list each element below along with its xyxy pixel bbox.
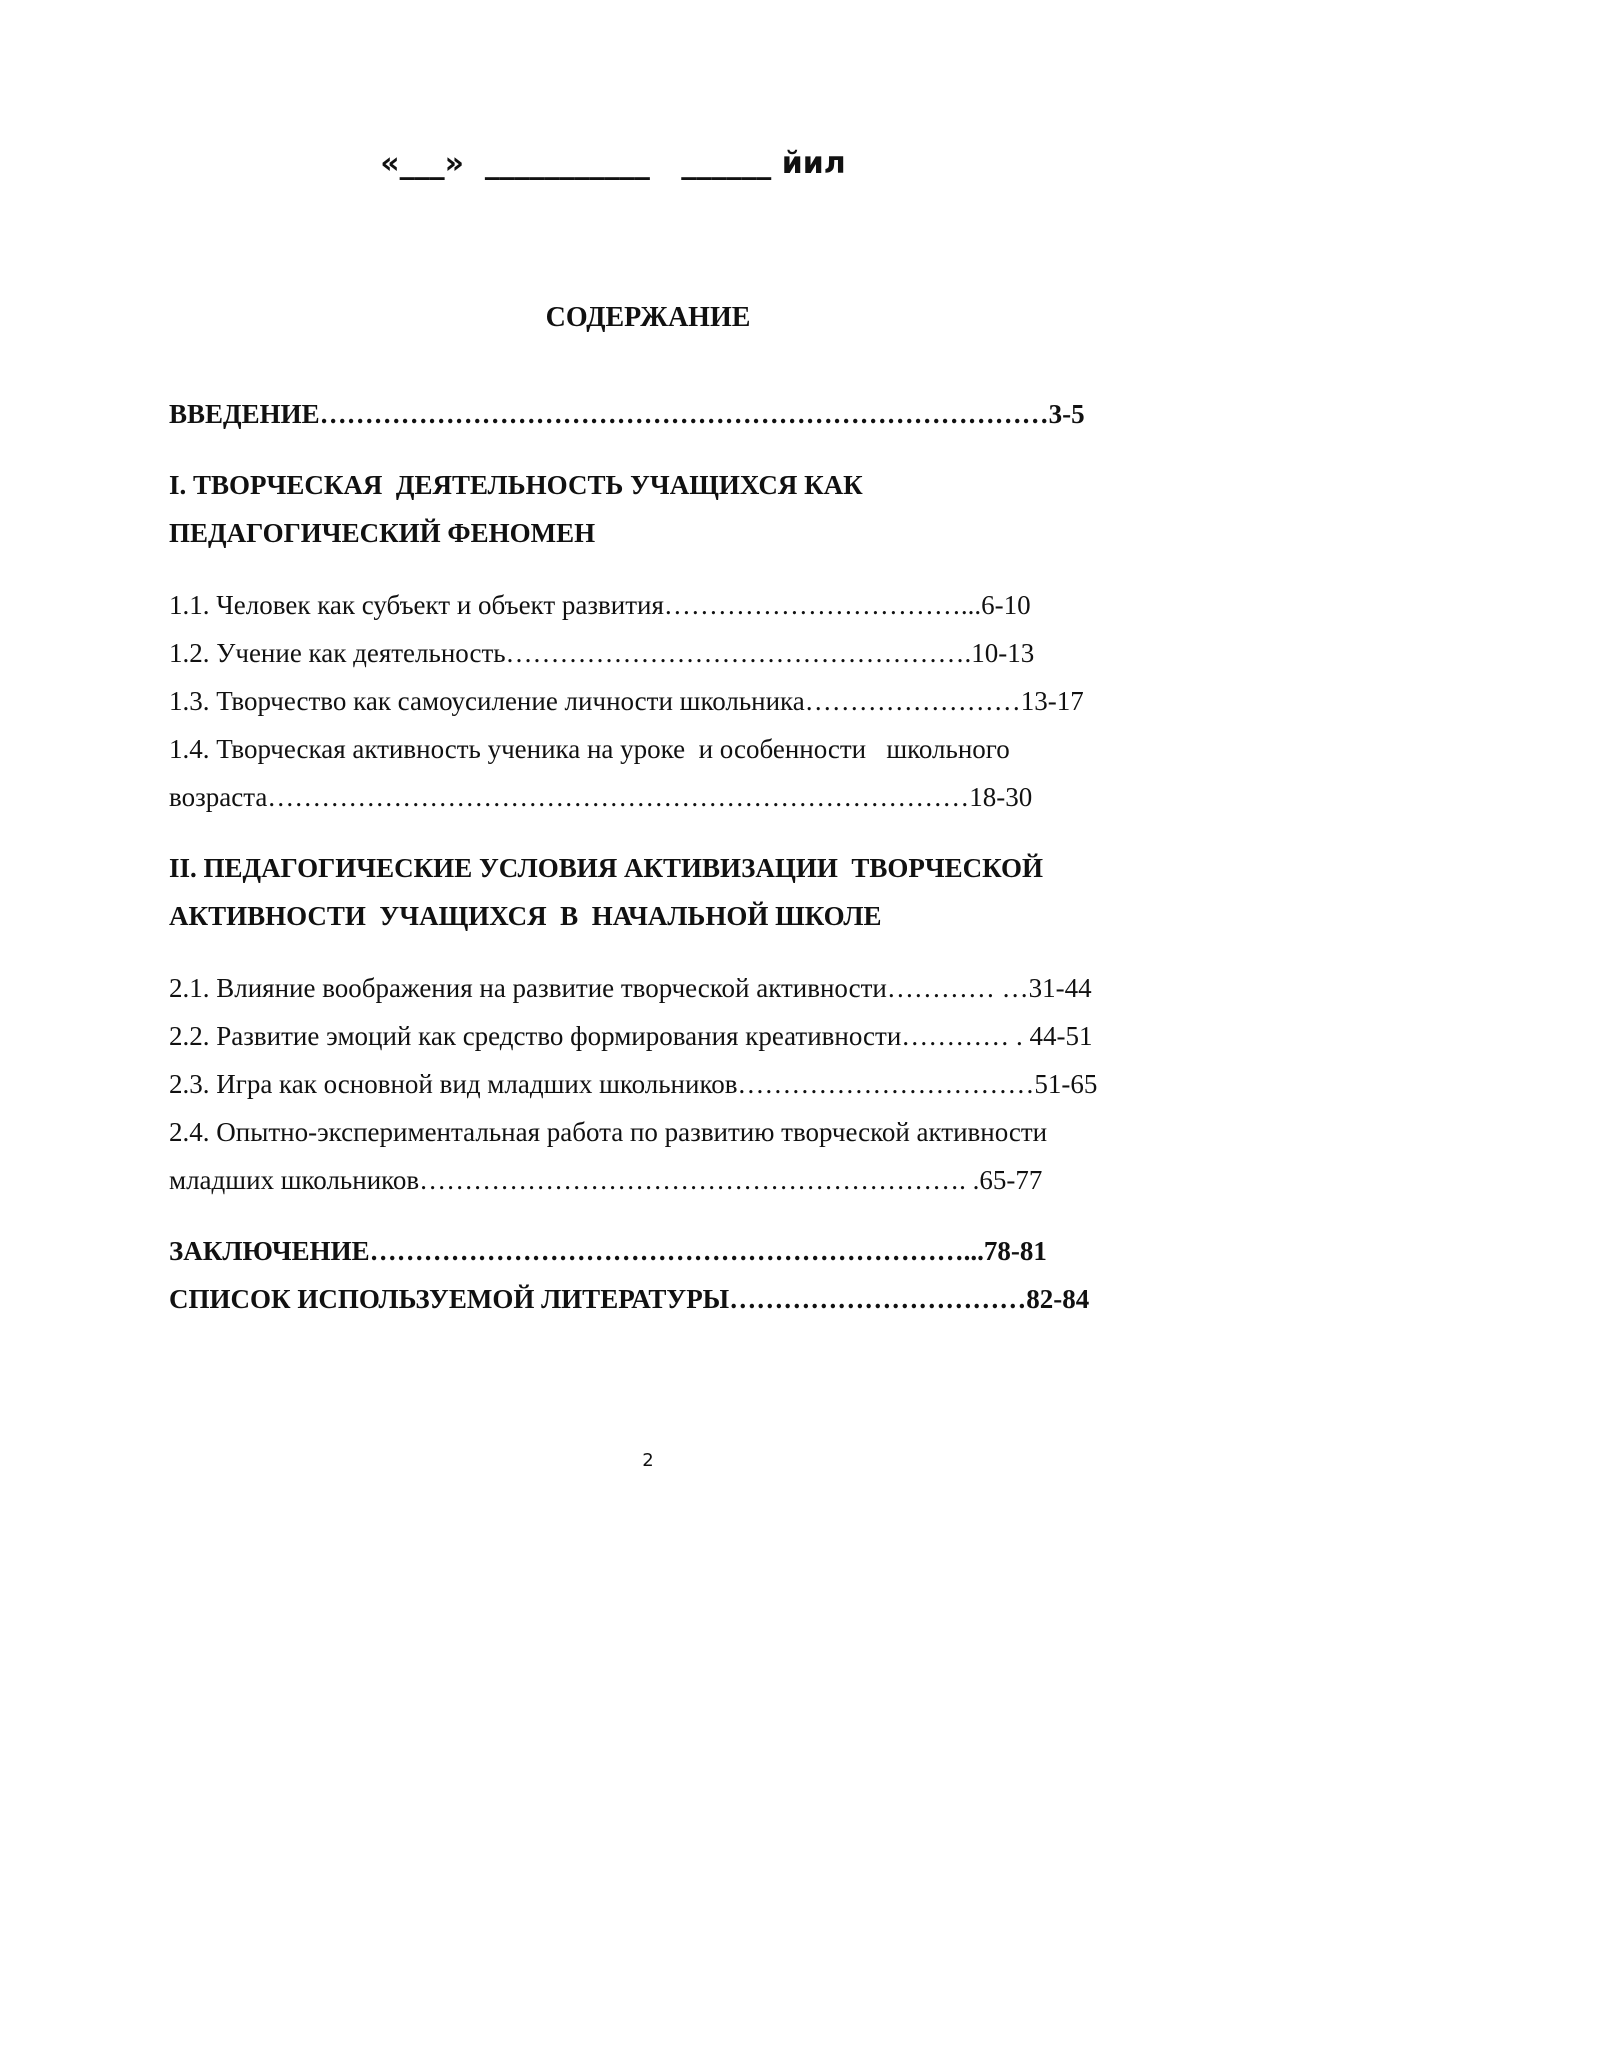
toc-entry-1-1: 1.1. Человек как субъект и объект развития……………………………...6-10 bbox=[169, 590, 1031, 620]
toc-entry-introduction: ВВЕДЕНИЕ………………………………………………………………………3-5 bbox=[169, 399, 1085, 429]
toc-entry-conclusion: ЗАКЛЮЧЕНИЕ…………………………………………………………...78-81 bbox=[169, 1236, 1047, 1266]
toc-chapter-1-title-line-1: I. ТВОРЧЕСКАЯ ДЕЯТЕЛЬНОСТЬ УЧАЩИХСЯ КАК bbox=[169, 470, 863, 500]
toc-entry-2-3: 2.3. Игра как основной вид младших школьников……………………………51-65 bbox=[169, 1069, 1098, 1099]
page-number: 2 bbox=[642, 1450, 654, 1471]
toc-entry-2-4-line-2: младших школьников……………………………………………………. .65-77 bbox=[169, 1165, 1043, 1195]
toc-entry-1-2: 1.2. Учение как деятельность…………………………………………….10-13 bbox=[169, 638, 1035, 668]
date-line: «___» ___________ ______ йил bbox=[380, 146, 846, 181]
toc-entry-2-4-line-1: 2.4. Опытно-экспериментальная работа по развитию творческой активности bbox=[169, 1117, 1048, 1147]
toc-entry-1-4-line-1: 1.4. Творческая активность ученика на уроке и особенности школьного bbox=[169, 734, 1010, 764]
toc-chapter-1-title-line-2: ПЕДАГОГИЧЕСКИЙ ФЕНОМЕН bbox=[169, 518, 596, 548]
toc-heading: СОДЕРЖАНИЕ bbox=[545, 302, 751, 333]
toc-chapter-2-title-line-1: II. ПЕДАГОГИЧЕСКИЕ УСЛОВИЯ АКТИВИЗАЦИИ ТВОРЧЕСКОЙ bbox=[169, 853, 1044, 883]
toc-chapter-2-title-line-2: АКТИВНОСТИ УЧАЩИХСЯ В НАЧАЛЬНОЙ ШКОЛЕ bbox=[169, 901, 882, 931]
toc-entry-2-2: 2.2. Развитие эмоций как средство формирования креативности………… . 44-51 bbox=[169, 1021, 1093, 1051]
toc-entry-1-3: 1.3. Творчество как самоусиление личности школьника……………………13-17 bbox=[169, 686, 1084, 716]
toc-entry-1-4-line-2: возраста……………………………………………………………………18-30 bbox=[169, 782, 1033, 812]
toc-entry-2-1: 2.1. Влияние воображения на развитие творческой активности………… …31-44 bbox=[169, 973, 1092, 1003]
toc-entry-bibliography: СПИСОК ИСПОЛЬЗУЕМОЙ ЛИТЕРАТУРЫ……………………………82-84 bbox=[169, 1284, 1090, 1314]
